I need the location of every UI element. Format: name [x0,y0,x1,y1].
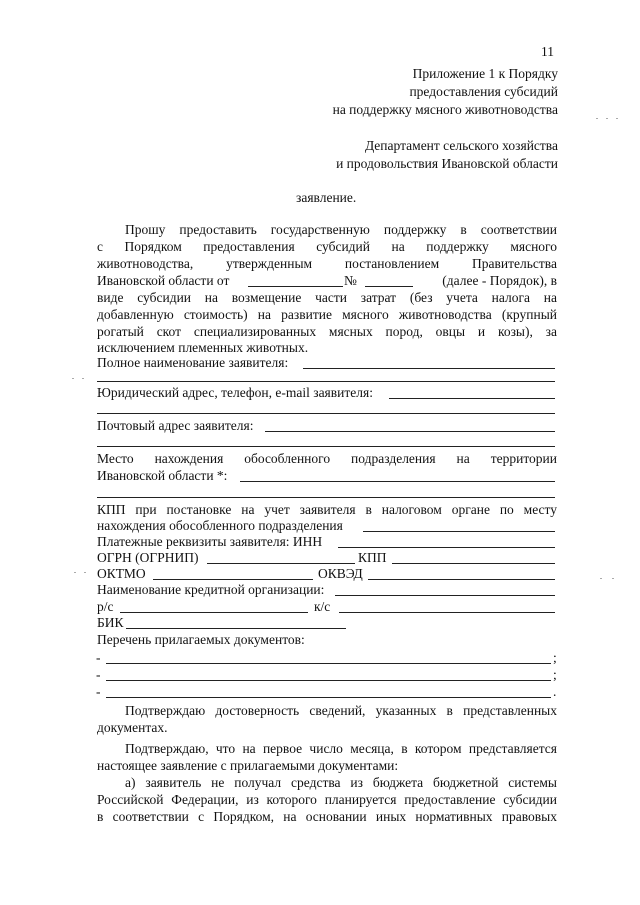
intro-line-5: виде субсидии на возмещение части затрат (без учета налога на [97,290,557,305]
doc-item-end: ; [553,667,557,682]
kpp-subdivision-line-2: нахождения обособленного подразделения [97,518,343,533]
scan-speck [82,378,84,379]
ogrn-label: ОГРН (ОГРНИП) [97,550,199,565]
intro-line-2: с Порядком предоставления субсидий на поддержку мясного [97,239,557,254]
intro-line-6: добавленную стоимость) на развитие мясного животноводства (крупный [97,307,557,322]
doc-item-end: . [553,684,557,699]
bank-name-label: Наименование кредитной организации: [97,582,325,597]
number-sign: № [344,273,357,288]
bik-label: БИК [97,615,124,630]
inn-blank[interactable] [338,547,555,548]
doc-item-dash: - [96,684,101,699]
doc-item-blank[interactable] [106,697,551,698]
scan-speck [612,578,614,579]
intro-line-4b: (далее - Порядок), в [442,273,557,288]
kpp-subdivision-blank[interactable] [363,531,555,532]
confirm-line-1: Подтверждаю достоверность сведений, указанных в представленных [125,703,557,718]
scan-speck [616,118,618,119]
scan-speck [596,118,598,119]
department-line-2: и продовольствия Ивановской области [336,156,558,171]
payment-details-label: Платежные реквизиты заявителя: ИНН [97,534,323,549]
kpp-blank[interactable] [392,563,555,564]
intro-line-1: Прошу предоставить государственную поддержку в соответствии [125,222,557,237]
scan-speck [74,572,76,573]
ogrn-blank[interactable] [207,563,355,564]
confirm-line-2: документах. [97,720,168,735]
bik-blank[interactable] [126,628,346,629]
legal-address-blank-1[interactable] [389,398,555,399]
rs-blank[interactable] [120,612,308,613]
item-a-line-1: а) заявитель не получал средства из бюджета бюджетной системы [125,775,557,790]
resolution-date-blank[interactable] [248,286,343,287]
kpp-subdivision-line-1: КПП при постановке на учет заявителя в налоговом органе по месту [97,502,557,517]
postal-address-blank-2[interactable] [97,446,555,447]
doc-item-dash: - [96,650,101,665]
appendix-line-1: Приложение 1 к Порядку [412,66,558,81]
doc-item-blank[interactable] [106,663,551,664]
intro-line-3: животноводства, утвержденным постановлением Правительства [97,256,557,271]
intro-line-8: исключением племенных животных. [97,340,309,355]
legal-address-blank-2[interactable] [97,413,555,414]
doc-item-dash: - [96,667,101,682]
subdivision-line-2: Ивановской области *: [97,468,228,483]
oktmo-blank[interactable] [153,579,313,580]
intro-line-4a: Ивановской области от [97,273,230,288]
scan-speck [84,572,86,573]
full-name-blank-2[interactable] [97,381,555,382]
subdivision-blank-2[interactable] [97,497,555,498]
doc-item-blank[interactable] [106,680,551,681]
page-number: 11 [541,44,554,59]
full-name-blank-1[interactable] [303,368,555,369]
okved-label: ОКВЭД [318,566,363,581]
appendix-line-2: предоставления субсидий [409,84,558,99]
subdivision-line-1: Место нахождения обособленного подразделения на территории [97,451,557,466]
subdivision-blank-1[interactable] [240,481,555,482]
rs-label: р/с [97,599,114,614]
appendix-line-3: на поддержку мясного животноводства [332,102,558,117]
item-a-line-2: Российской Федерации, из которого планируется предоставление субсидии [97,792,557,807]
ks-label: к/с [314,599,331,614]
scan-speck [606,118,608,119]
legal-address-label: Юридический адрес, телефон, e-mail заявителя: [97,385,373,400]
bank-name-blank[interactable] [335,595,555,596]
resolution-number-blank[interactable] [365,286,413,287]
confirm2-line-1: Подтверждаю, что на первое число месяца, в котором представляется [125,741,557,756]
postal-address-blank-1[interactable] [265,431,555,432]
doc-item-end: ; [553,650,557,665]
scan-speck [600,578,602,579]
item-a-line-3: в соответствии с Порядком, на основании иных нормативных правовых [97,809,557,824]
documents-list-label: Перечень прилагаемых документов: [97,632,305,647]
postal-address-label: Почтовый адрес заявителя: [97,418,254,433]
document-title: заявление. [296,190,357,205]
intro-line-7: рогатый скот специализированных мясных пород, овцы и козы), за [97,324,557,339]
ks-blank[interactable] [339,612,555,613]
full-name-label: Полное наименование заявителя: [97,355,289,370]
confirm2-line-2: настоящее заявление с прилагаемыми документами: [97,758,399,773]
scan-speck [72,378,74,379]
kpp-label: КПП [358,550,387,565]
department-line-1: Департамент сельского хозяйства [364,138,558,153]
okved-blank[interactable] [368,579,555,580]
oktmo-label: ОКТМО [97,566,146,581]
